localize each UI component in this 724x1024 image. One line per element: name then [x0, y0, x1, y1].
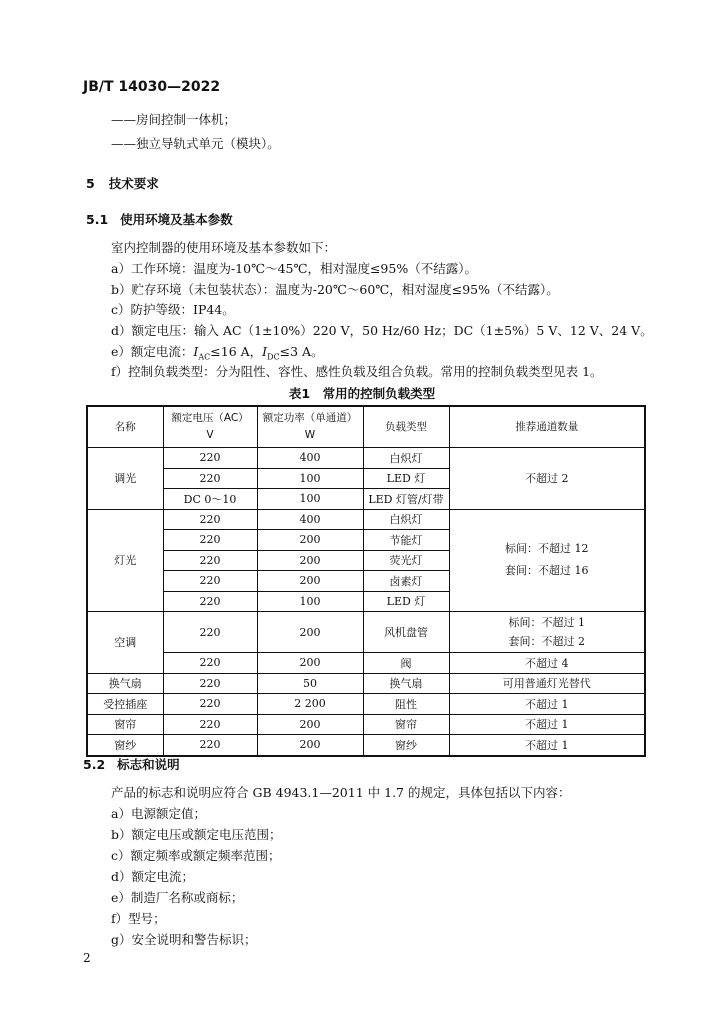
cell-name: 窗纱 [87, 735, 163, 756]
section-number: 5.1 [86, 212, 109, 227]
list-item: g）安全说明和警告标识； [111, 932, 257, 947]
table-caption: 表1 常用的控制负载类型 [288, 386, 436, 401]
list-item: e）制造厂名称或商标； [111, 890, 244, 905]
section-5-1-heading [86, 210, 233, 228]
list-item: d）额定电流； [111, 869, 195, 884]
cell-channels: 不超过 2 [449, 448, 645, 510]
table-row [87, 448, 645, 469]
cell-power: 200 [257, 550, 363, 571]
cell-voltage: 220 [163, 530, 257, 551]
cell-channels: 不超过 1 [449, 735, 645, 756]
cell-load: 窗纱 [363, 735, 449, 756]
cell-voltage: 220 [163, 571, 257, 592]
cell-power: 200 [257, 571, 363, 592]
cell-voltage: 220 [163, 714, 257, 735]
cell-voltage: 220 [163, 591, 257, 612]
list-item: f）型号； [111, 911, 166, 926]
header-voltage: 额定电压（AC） V [163, 406, 257, 448]
cell-load: 荧光灯 [363, 550, 449, 571]
cell-name: 灯光 [87, 509, 163, 612]
section-5-2-heading [83, 755, 180, 773]
section-title: 使用环境及基本参数 [120, 212, 233, 227]
table-row [87, 735, 645, 756]
list-item: a）工作环境：温度为-10℃～45℃，相对湿度≤95%（不结露）。 [111, 261, 477, 276]
cell-power: 100 [257, 468, 363, 489]
paragraph-lead: 产品的标志和说明应符合 GB 4943.1—2011 中 1.7 的规定，具体包括以下内容： [111, 785, 571, 800]
table-row [87, 673, 645, 694]
cell-voltage: 220 [163, 653, 257, 674]
cell-power: 100 [257, 591, 363, 612]
cell-voltage: 220 [163, 509, 257, 530]
section-number: 5 [86, 176, 95, 191]
list-item: a）电源额定值； [111, 806, 206, 821]
header-channels: 推荐通道数量 [449, 406, 645, 448]
cell-load: 节能灯 [363, 530, 449, 551]
cell-load: 阀 [363, 653, 449, 674]
list-item: f）控制负载类型：分为阻性、容性、感性负载及组合负载。常用的控制负载类型见表 1。 [111, 364, 603, 379]
cell-power: 200 [257, 735, 363, 756]
cell-load: 风机盘管 [363, 612, 449, 653]
cell-voltage: 220 [163, 735, 257, 756]
table-row [87, 612, 645, 653]
cell-power: 200 [257, 530, 363, 551]
table-row [87, 694, 645, 715]
cell-load: LED 灯 [363, 591, 449, 612]
section-number: 5.2 [83, 757, 106, 772]
cell-name: 窗帘 [87, 714, 163, 735]
cell-voltage: 220 [163, 673, 257, 694]
cell-power: 50 [257, 673, 363, 694]
cell-power: 2 200 [257, 694, 363, 715]
cell-power: 400 [257, 448, 363, 469]
cell-power: 200 [257, 612, 363, 653]
list-item-rated-current: e）额定电流：$I_{AC}\le 16$ A，$I_{DC}\le 3$ A。 [111, 344, 324, 362]
section-title: 技术要求 [108, 176, 159, 191]
cell-voltage: 220 [163, 550, 257, 571]
paragraph-lead: 室内控制器的使用环境及基本参数如下： [111, 240, 337, 255]
cell-power: 200 [257, 653, 363, 674]
list-item: c）防护等级：IP44。 [111, 302, 235, 317]
cell-voltage: 220 [163, 612, 257, 653]
cell-voltage: 220 [163, 468, 257, 489]
list-item: b）贮存环境（未包装状态）：温度为-20℃～60℃，相对湿度≤95%（不结露）。 [111, 282, 559, 297]
cell-channels: 不超过 4 [449, 653, 645, 674]
cell-load: 卤素灯 [363, 571, 449, 592]
cell-power: 200 [257, 714, 363, 735]
intro-item: ——房间控制一体机； [111, 112, 237, 127]
table-row [87, 509, 645, 530]
cell-voltage: 220 [163, 448, 257, 469]
page-number: 2 [83, 951, 91, 965]
cell-power: 100 [257, 489, 363, 510]
cell-power: 400 [257, 509, 363, 530]
cell-voltage: DC 0～10 [163, 489, 257, 510]
cell-channels: 标间：不超过 12 套间：不超过 16 [449, 509, 645, 612]
cell-channels: 可用普通灯光替代 [449, 673, 645, 694]
header-name: 名称 [87, 406, 163, 448]
section-5-heading [86, 174, 159, 192]
table-row [87, 653, 645, 674]
table-row [87, 714, 645, 735]
cell-channels: 不超过 1 [449, 694, 645, 715]
cell-name: 受控插座 [87, 694, 163, 715]
document-number: JB/T 14030—2022 [83, 79, 221, 95]
cell-load: 白炽灯 [363, 509, 449, 530]
cell-name: 调光 [87, 448, 163, 510]
table-header-row [87, 406, 645, 448]
cell-channels: 不超过 1 [449, 714, 645, 735]
intro-item: ——独立导轨式单元（模块）。 [111, 136, 280, 151]
section-title: 标志和说明 [117, 757, 180, 772]
cell-load: 窗帘 [363, 714, 449, 735]
header-load: 负载类型 [363, 406, 449, 448]
cell-load: 白炽灯 [363, 448, 449, 469]
cell-load: 阻性 [363, 694, 449, 715]
cell-load: 换气扇 [363, 673, 449, 694]
cell-name: 换气扇 [87, 673, 163, 694]
cell-load: LED 灯 [363, 468, 449, 489]
list-item: c）额定频率或额定频率范围； [111, 848, 281, 863]
cell-voltage: 220 [163, 694, 257, 715]
list-item: d）额定电压：输入 AC（1±10%）220 V，50 Hz/60 Hz；DC（1±5%）5 V、12 V、24 V。 [111, 323, 653, 338]
cell-channels: 标间：不超过 1 套间：不超过 2 [449, 612, 645, 653]
cell-name: 空调 [87, 612, 163, 674]
header-power: 额定功率（单通道） W [257, 406, 363, 448]
list-item: b）额定电压或额定电压范围； [111, 827, 282, 842]
load-types-table [86, 405, 646, 757]
cell-load: LED 灯管/灯带 [363, 489, 449, 510]
